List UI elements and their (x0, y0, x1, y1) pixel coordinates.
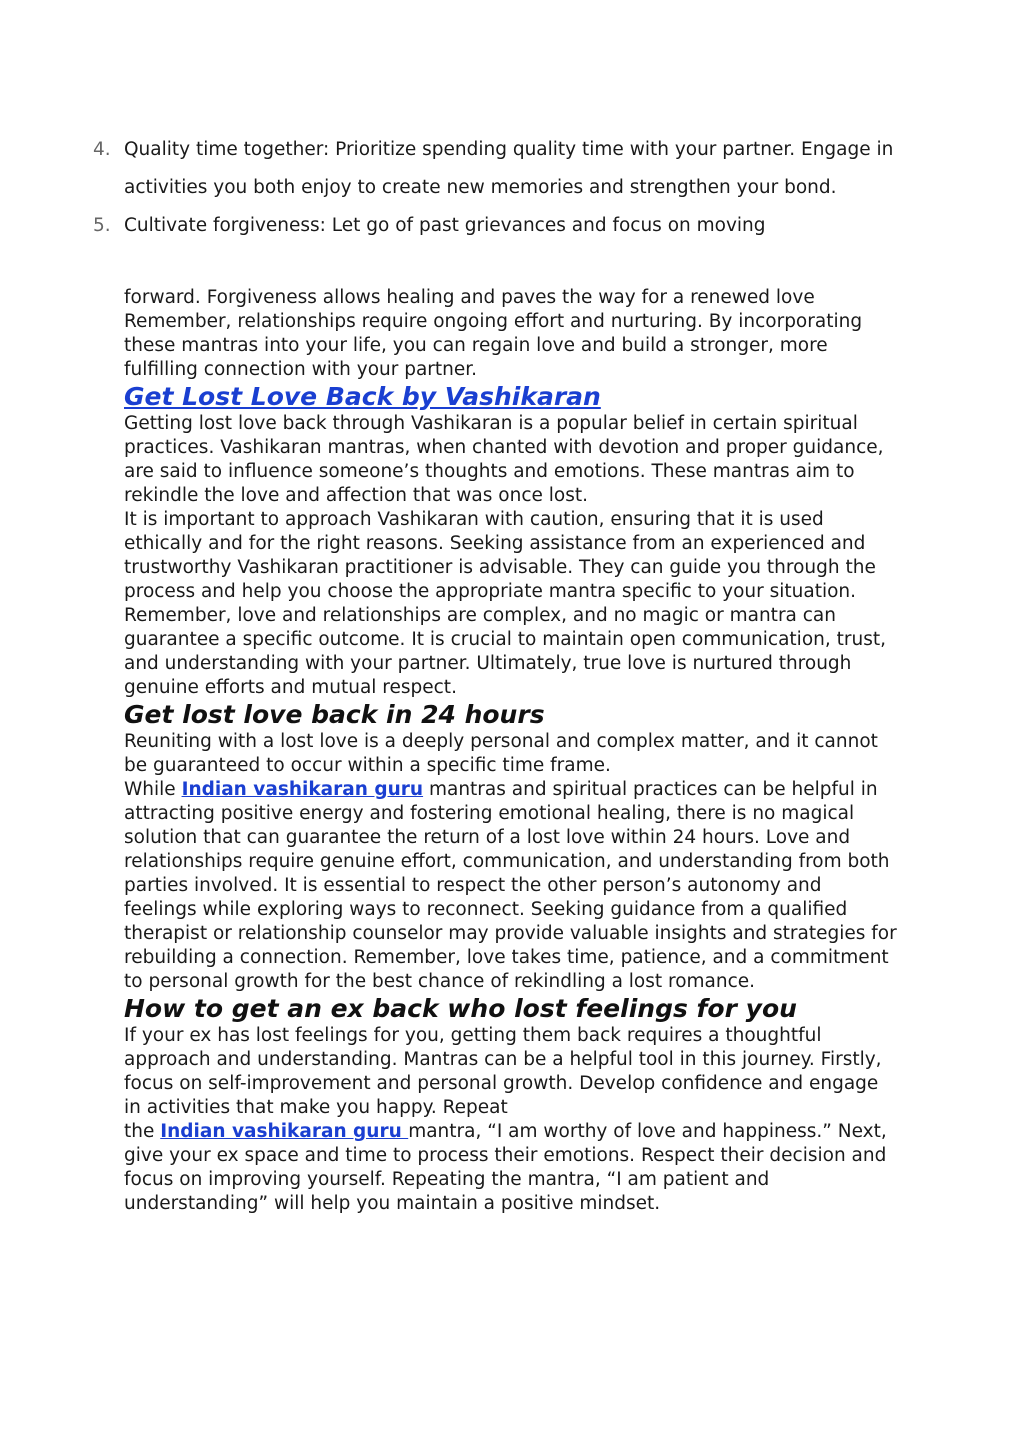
section1-paragraph-2: It is important to approach Vashikaran with caution, ensuring that it is used ethically and for the right reasons. Seeking assistance from an experienced and trustworthy Vashikaran practitioner is advisable. They can guide you through the process and help you choose the appropriate mantra specific to your situation. (124, 509, 876, 602)
list-item (0, 131, 894, 207)
heading-get-lost-love-back-link[interactable]: Get Lost Love Back by Vashikaran (124, 382, 601, 411)
section3-text-before: the (124, 1121, 161, 1142)
section3-text-after: mantra, “I am worthy of love and happiness.” Next, give your ex space and time to process their emotions. Respect their decision and focus on improving yourself. Repeating the mantra, “I am patient and understanding” will help you maintain a positive mindset. (124, 1121, 887, 1214)
section2-text-before: While (124, 779, 182, 800)
intro-paragraph: forward. Forgiveness allows healing and paves the way for a renewed love Remember, relationships require ongoing effort and nurturing. By incorporating these mantras into your life, you can regain love and build a stronger, more fulfilling connection with your partner. (124, 287, 863, 380)
list-item-text: Cultivate forgiveness: Let go of past grievances and focus on moving (124, 215, 766, 236)
section3-paragraph-1: If your ex has lost feelings for you, getting them back requires a thoughtful approach and understanding. Mantras can be a helpful tool in this journey. Firstly, focus on self-improvement and personal growth. Develop confidence and engage in activities that make you happy. Repeat (124, 1025, 882, 1118)
article-body (124, 286, 899, 1216)
section2-text-after: mantras and spiritual practices can be helpful in attracting positive energy and fostering emotional healing, there is no magical solution that can guarantee the return of a lost love within 24 hours. Love and relationships require genuine effort, communication, and understanding from both parties involved. It is essential to respect the other person’s autonomy and feelings while exploring ways to reconnect. Seeking guidance from a qualified therapist or relationship counselor may provide valuable insights and strategies for rebuilding a connection. Remember, love takes time, patience, and a commitment to personal growth for the best chance of rekindling a lost romance. (124, 779, 897, 992)
section3-paragraph-2 (124, 1120, 899, 1216)
heading-ex-back: How to get an ex back who lost feelings for you (124, 994, 797, 1023)
section1-paragraph-3: Remember, love and relationships are complex, and no magic or mantra can guarantee a specific outcome. It is crucial to maintain open communication, trust, and understanding with your partner. Ultimately, true love is nurtured through genuine efforts and mutual respect. (124, 605, 886, 698)
list-number: 4. (93, 139, 111, 160)
numbered-list (0, 131, 1023, 245)
indian-vashikaran-guru-link[interactable]: Indian vashikaran guru (160, 1121, 409, 1142)
list-item (0, 207, 894, 245)
section2-paragraph-1: Reuniting with a lost love is a deeply personal and complex matter, and it cannot be guaranteed to occur within a specific time frame. (124, 731, 878, 776)
list-item-text: Quality time together: Prioritize spending quality time with your partner. Engage in activities you both enjoy to create new memories and strengthen your bond. (124, 139, 894, 198)
section2-paragraph-2 (124, 778, 899, 994)
list-number: 5. (93, 215, 111, 236)
section1-paragraph-1: Getting lost love back through Vashikaran is a popular belief in certain spiritual practices. Vashikaran mantras, when chanted with devotion and proper guidance, are said to influence someone’s thoughts and emotions. These mantras aim to rekindle the love and affection that was once lost. (124, 413, 884, 506)
heading-24-hours: Get lost love back in 24 hours (124, 700, 545, 729)
indian-vashikaran-guru-link[interactable]: Indian vashikaran guru (181, 779, 424, 800)
